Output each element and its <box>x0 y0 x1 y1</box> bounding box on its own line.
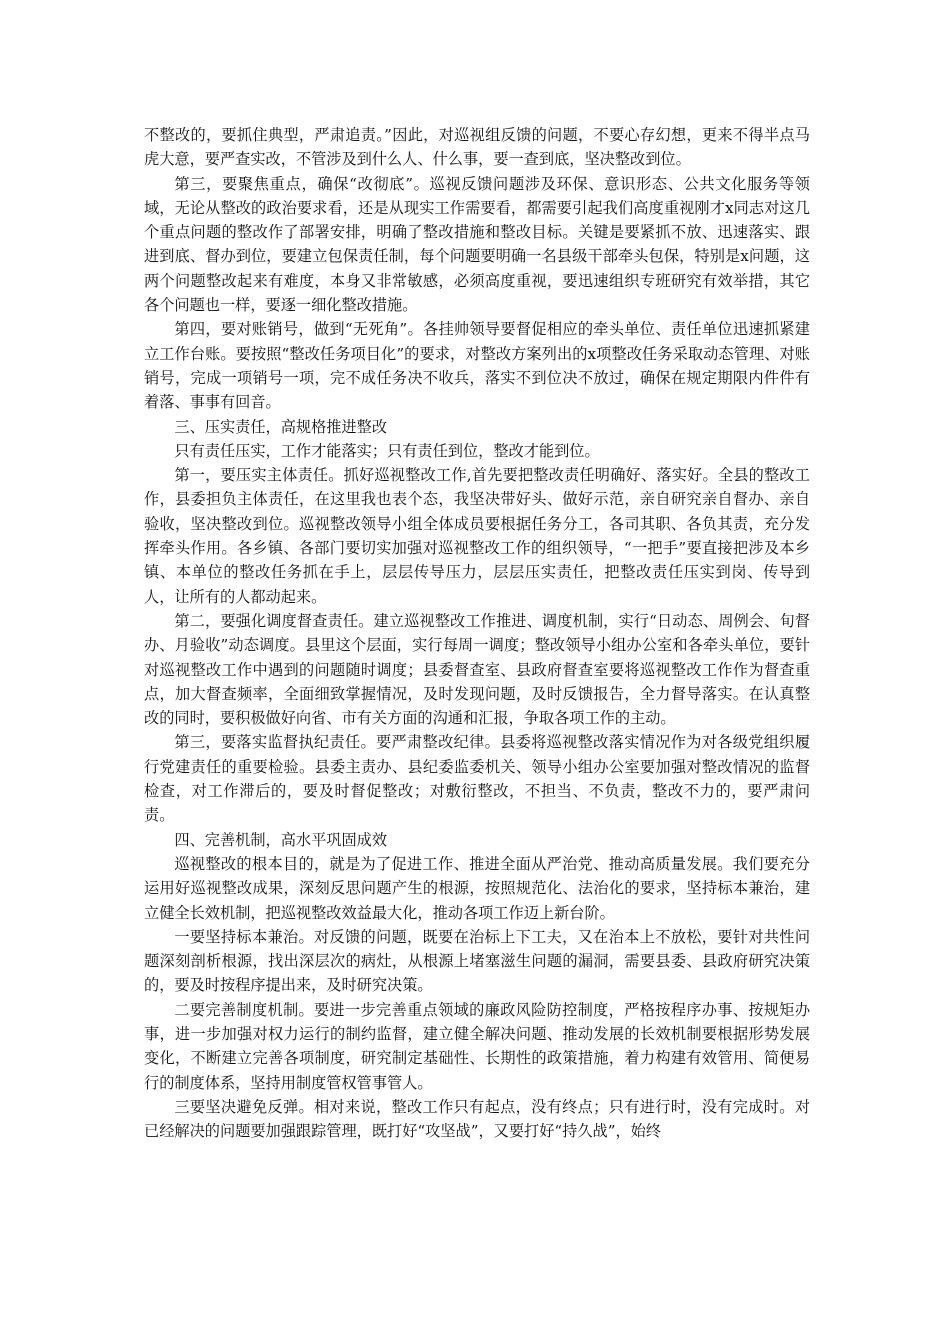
paragraph: 不整改的，要抓住典型，严肃追责。”因此，对巡视组反馈的问题，不要心存幻想，更来不得半点马虎大意，要严查实改，不管涉及到什么人、什么事，要一查到底，坚决整改到位。 <box>144 126 810 169</box>
section-heading: 四、完善机制，高水平巩固成效 <box>174 830 388 849</box>
paragraph: 第二，要强化调度督查责任。建立巡视整改工作推进、调度机制，实行“日动态、周例会、旬督办、月验收”动态调度。县里这个层面，实行每周一调度；整改领导小组办公室和各牵头单位，要针对巡视整改工作中遇到的问题随时调度；县委督查室、县政府督查室要将巡视整改工作作为督查重点，加大督查频率，全面细致掌握情况，及时发现问题，及时反馈报告，全力督导落实。在认真整改的同时，要积极做好向省、市有关方面的沟通和汇报，争取各项工作的主动。 <box>144 611 810 728</box>
paragraph: 二要完善制度机制。要进一步完善重点领域的廉政风险防控制度，严格按程序办事、按规矩办事，进一步加强对权力运行的制约监督，建立健全解决问题、推动发展的长效机制要根据形势发展变化，不断建立完善各项制度，研究制定基础性、长期性的政策措施，着力构建有效管用、简便易行的制度体系，坚持用制度管权管事管人。 <box>144 1000 810 1092</box>
paragraph: 只有责任压实，工作才能落实；只有责任到位，整改才能到位。 <box>174 441 600 460</box>
paragraph: 第一，要压实主体责任。抓好巡视整改工作,首先要把整改责任明确好、落实好。全县的整改工作，县委担负主体责任，在这里我也表个态，我坚决带好头、做好示范，亲自研究亲自督办、亲自验收，坚决整改到位。巡视整改领导小组全体成员要根据任务分工，各司其职、各负其责，充分发挥牵头作用。各乡镇、各部门要切实加强对巡视整改工作的组织领导，“一把手”要直接把涉及本乡镇、本单位的整改任务抓在手上，层层传导压力，层层压实责任，把整改责任压实到岗、传导到人，让所有的人都动起来。 <box>144 466 810 606</box>
document-body <box>144 123 810 1143</box>
paragraph: 第三，要落实监督执纪责任。要严肃整改纪律。县委将巡视整改落实情况作为对各级党组织履行党建责任的重要检验。县委主责办、县纪委监委机关、领导小组办公室要加强对整改情况的监督检查，对工作滞后的，要及时督促整改；对敷衍整改，不担当、不负责，整改不力的，要严肃问责。 <box>144 733 810 825</box>
paragraph: 巡视整改的根本目的，就是为了促进工作、推进全面从严治党、推动高质量发展。我们要充分运用好巡视整改成果，深刻反思问题产生的根源，按照规范化、法治化的要求，坚持标本兼治，建立健全长效机制，把巡视整改效益最大化，推动各项工作迈上新台阶。 <box>144 854 810 922</box>
paragraph: 三要坚决避免反弹。相对来说，整改工作只有起点，没有终点；只有进行时，没有完成时。对已经解决的问题要加强跟踪管理，既打好“攻坚战”，又要打好“持久战”，始终 <box>144 1097 810 1141</box>
paragraph: 第四，要对账销号，做到“无死角”。各挂帅领导要督促相应的牵头单位、责任单位迅速抓紧建立工作台账。要按照“整改任务项目化”的要求，对整改方案列出的x项整改任务采取动态管理、对账销号，完成一项销号一项，完不成任务决不收兵，落实不到位决不放过，确保在规定期限内件件有着落、事事有回音。 <box>144 320 810 412</box>
paragraph: 第三，要聚焦重点，确保“改彻底”。巡视反馈问题涉及环保、意识形态、公共文化服务等领域，无论从整改的政治要求看，还是从现实工作需要看，都需要引起我们高度重视刚才x同志对这几个重点问题的整改作了部署安排，明确了整改措施和整改目标。关键是要紧抓不放、迅速落实、跟进到底、督办到位，要建立包保责任制，每个问题要明确一名县级干部牵头包保，特别是x问题，这两个问题整改起来有难度，本身又非常敏感，必须高度重视，要迅速组织专班研究有效举措，其它各个问题也一样，要逐一细化整改措施。 <box>144 174 810 315</box>
paragraph: 一要坚持标本兼治。对反馈的问题，既要在治标上下工夫，又在治本上不放松，要针对共性问题深刻剖析根源，找出深层次的病灶，从根源上堵塞滋生问题的漏洞，需要县委、县政府研究决策的，要及时按程序提出来，及时研究决策。 <box>144 927 810 995</box>
section-heading: 三、压实责任，高规格推进整改 <box>174 417 388 436</box>
